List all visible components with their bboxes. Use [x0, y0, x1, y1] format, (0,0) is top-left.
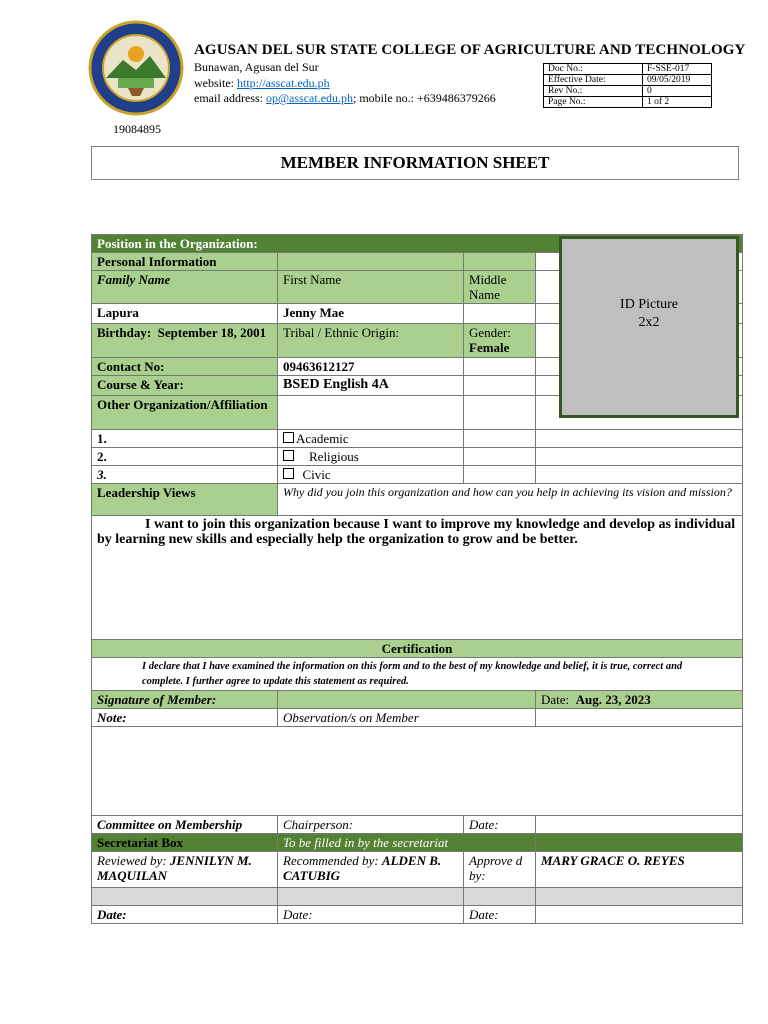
leadership-answer-cell[interactable] — [92, 516, 743, 640]
rev-no-value: 0 — [643, 86, 712, 97]
affiliation-item-1: 1. — [92, 430, 278, 448]
other-org-value[interactable] — [278, 396, 464, 430]
first-name-label: First Name — [278, 271, 464, 304]
final-date-label-3: Date: — [464, 906, 536, 924]
website-label: website: — [194, 76, 237, 90]
reviewed-cell — [92, 852, 278, 888]
reviewed-name: JENNILYN M. MAQUILAN — [97, 853, 252, 883]
affiliation-extra — [464, 430, 536, 448]
member-date-value: Aug. 23, 2023 — [575, 692, 651, 707]
committee-label: Committee on Membership — [92, 816, 278, 834]
religious-label: Religious — [309, 449, 359, 464]
civic-option[interactable] — [278, 466, 464, 484]
gray-row-cell — [464, 888, 536, 906]
signature-field[interactable] — [278, 691, 536, 709]
leadership-answer: I want to join this organization because I want to improve my knowledge and develop as individual by learning new skills and especially help the organization to grow and be better. — [97, 517, 736, 547]
committee-date-label: Date: — [464, 816, 536, 834]
id-picture-label: ID Picture — [620, 297, 678, 312]
gender-cell[interactable] — [464, 324, 536, 358]
family-name-label: Family Name — [92, 271, 278, 304]
document-info-table — [543, 63, 712, 108]
position-label: Position in the Organization: — [92, 235, 743, 253]
personal-info-label: Personal Information — [92, 253, 278, 271]
website-link[interactable]: http://asscat.edu.ph — [237, 76, 330, 90]
religious-option[interactable] — [278, 448, 464, 466]
other-org-extra — [464, 396, 536, 430]
final-date-label-2: Date: — [278, 906, 464, 924]
note-label: Note: — [92, 709, 278, 727]
tribal-origin-label[interactable]: Tribal / Ethnic Origin: — [278, 324, 464, 358]
contact-extra — [464, 358, 536, 376]
middle-name-label: Middle Name — [464, 271, 536, 304]
reviewed-label: Reviewed by: — [97, 853, 167, 868]
affiliation-extra — [464, 466, 536, 484]
course-label: Course & Year: — [92, 376, 278, 396]
gray-row-cell — [278, 888, 464, 906]
recommended-name: ALDEN B. CATUBIG — [283, 853, 442, 883]
committee-extra — [536, 816, 743, 834]
approved-name: MARY GRACE O. REYES — [536, 852, 743, 888]
final-date-label: Date: — [92, 906, 278, 924]
website-line — [194, 76, 330, 91]
affiliation-item-3: 3. — [92, 466, 278, 484]
affiliation-extra — [464, 448, 536, 466]
birthday-label: Birthday: — [97, 325, 152, 340]
affiliation-extra — [536, 448, 743, 466]
contact-value[interactable]: 09463612127 — [278, 358, 464, 376]
rev-no-label: Rev No.: — [544, 86, 643, 97]
leadership-question: Why did you join this organization and how can you help in achieving its vision and mission? — [278, 484, 743, 516]
recommended-label: Recommended by: — [283, 853, 379, 868]
affiliation-extra — [536, 466, 743, 484]
id-picture-placeholder[interactable] — [559, 236, 739, 418]
affiliation-item-2: 2. — [92, 448, 278, 466]
secretariat-label: Secretariat Box — [92, 834, 278, 852]
final-date-extra — [536, 906, 743, 924]
gender-label: Gender: — [469, 325, 511, 340]
doc-no-label: Doc No.: — [544, 64, 643, 75]
birthday-cell[interactable] — [92, 324, 278, 358]
religious-checkbox[interactable] — [283, 450, 294, 461]
effective-date-value: 09/05/2019 — [643, 75, 712, 86]
course-extra — [464, 376, 536, 396]
approved-label: Approve d by: — [464, 852, 536, 888]
gray-row-cell — [92, 888, 278, 906]
page-no-label: Page No.: — [544, 97, 643, 108]
academic-label: Academic — [296, 431, 349, 446]
observation-label: Observation/s on Member — [278, 709, 536, 727]
email-link[interactable]: op@asscat.edu.ph — [265, 91, 354, 105]
member-date-label: Date: — [541, 692, 570, 707]
contact-line — [194, 91, 496, 106]
mobile-text: ; mobile no.: +639486379266 — [353, 91, 496, 105]
leadership-label: Leadership Views — [92, 484, 278, 516]
personal-info-blank — [464, 253, 536, 271]
family-name-value[interactable]: Lapura — [92, 304, 278, 324]
declaration-text: I declare that I have examined the information on this form and to the best of my knowledge and belief, it is true, correct and complete. I further agree to update this statement as required. — [92, 658, 743, 691]
gender-value: Female — [469, 340, 510, 355]
recommended-cell — [278, 852, 464, 888]
birthday-value: September 18, 2001 — [157, 325, 267, 340]
first-name-value[interactable]: Jenny Mae — [278, 304, 464, 324]
academic-option[interactable] — [278, 430, 464, 448]
institution-name: AGUSAN DEL SUR STATE COLLEGE OF AGRICULTURE AND TECHNOLOGY — [194, 42, 746, 58]
gray-row-cell — [536, 888, 743, 906]
effective-date-label: Effective Date: — [544, 75, 643, 86]
secretariat-extra — [536, 834, 743, 852]
middle-name-value[interactable] — [464, 304, 536, 324]
page-no-value: 1 of 2 — [643, 97, 712, 108]
college-seal-logo — [88, 20, 184, 116]
page-title: MEMBER INFORMATION SHEET — [91, 146, 739, 180]
contact-label: Contact No: — [92, 358, 278, 376]
member-date-cell[interactable] — [536, 691, 743, 709]
civic-checkbox[interactable] — [283, 468, 294, 479]
note-extra — [536, 709, 743, 727]
institution-address: Bunawan, Agusan del Sur — [194, 60, 319, 74]
observation-area[interactable] — [92, 727, 743, 816]
affiliation-extra — [536, 430, 743, 448]
secretariat-note: To be filled in by the secretariat — [278, 834, 536, 852]
other-org-label: Other Organization/Affiliation — [92, 396, 278, 430]
doc-no-value: F-SSE-017 — [643, 64, 712, 75]
chairperson-label: Chairperson: — [278, 816, 464, 834]
email-label: email address: — [194, 91, 266, 105]
control-number: 19084895 — [113, 122, 161, 136]
course-value[interactable]: BSED English 4A — [278, 376, 464, 396]
civic-label: Civic — [302, 467, 331, 482]
signature-label: Signature of Member: — [92, 691, 278, 709]
academic-checkbox[interactable] — [283, 432, 294, 443]
certification-label: Certification — [92, 640, 743, 658]
personal-info-blank — [278, 253, 464, 271]
id-picture-size: 2x2 — [638, 315, 660, 330]
